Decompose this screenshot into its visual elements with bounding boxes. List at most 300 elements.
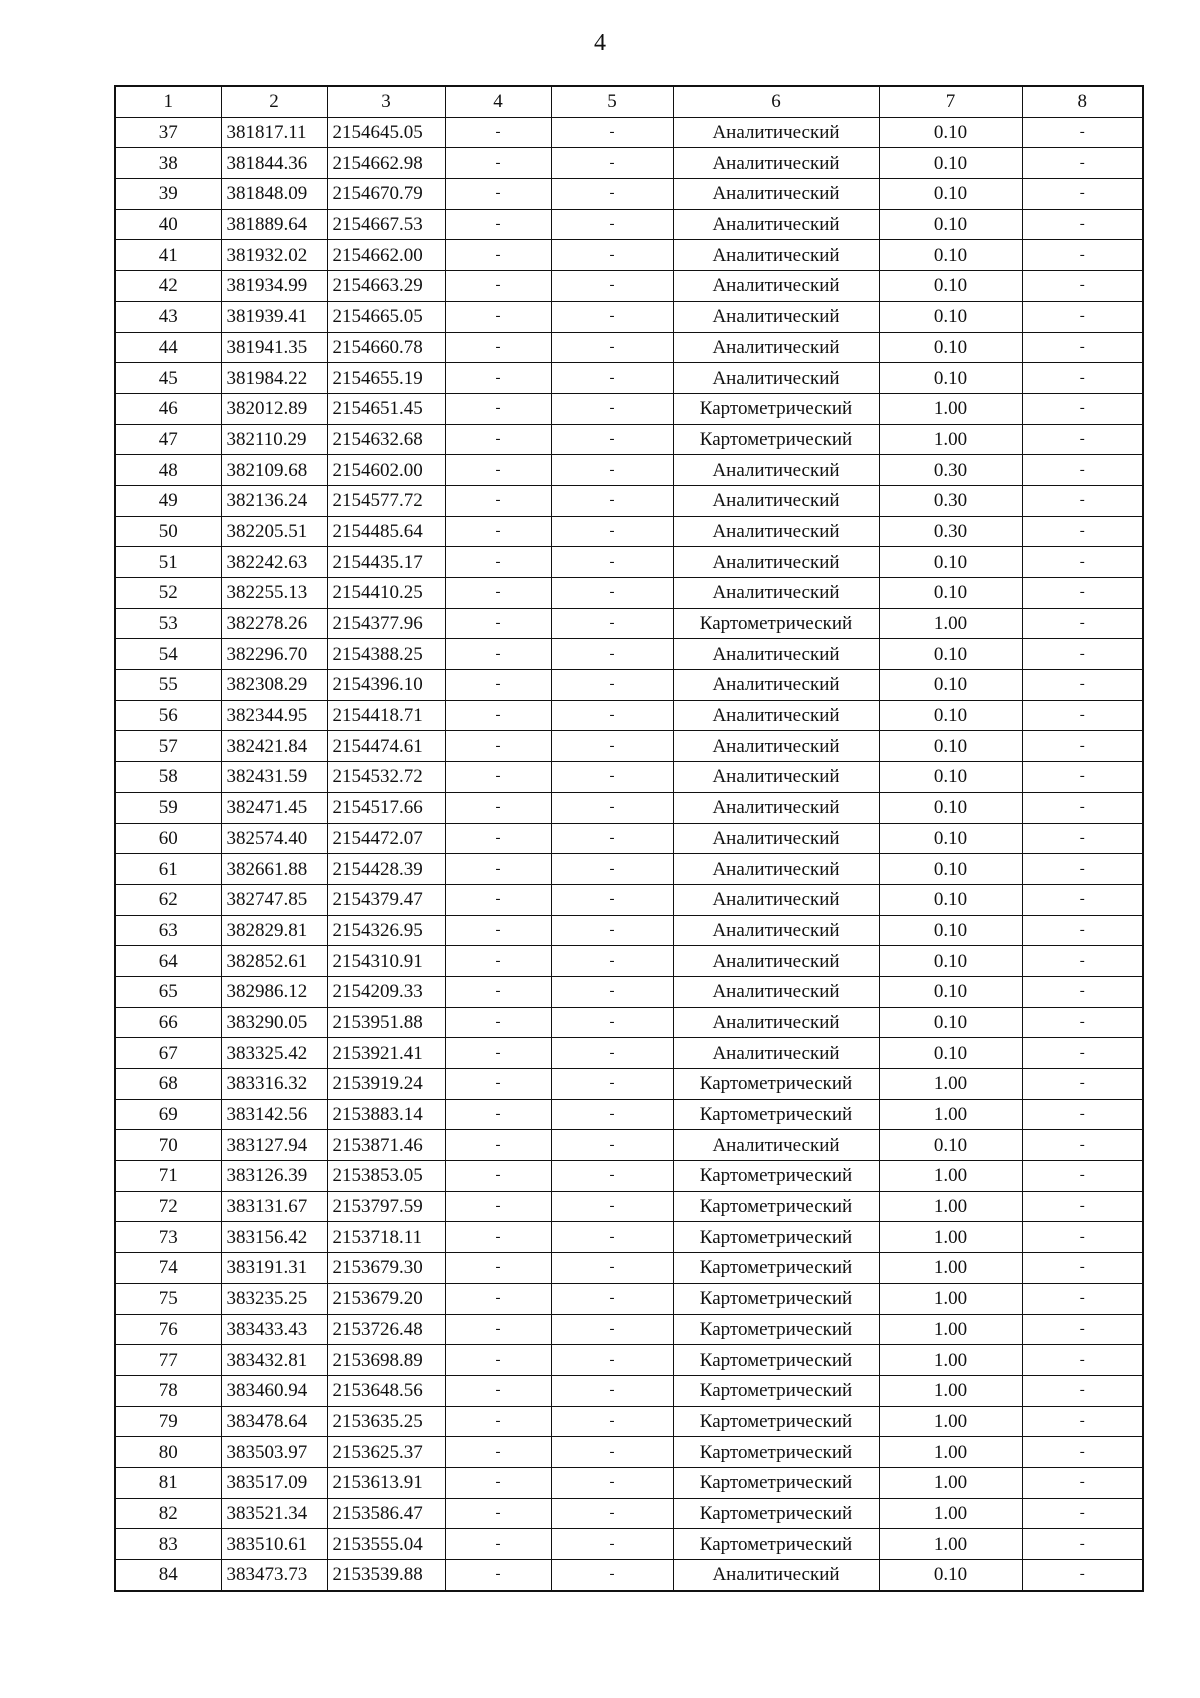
- column-4-cell: -: [445, 1345, 551, 1376]
- x-coordinate-cell: 381934.99: [221, 271, 327, 302]
- accuracy-cell: 0.10: [879, 946, 1022, 977]
- table-row: [115, 1437, 1143, 1468]
- accuracy-cell: 1.00: [879, 1314, 1022, 1345]
- accuracy-cell: 1.00: [879, 1253, 1022, 1284]
- column-4-cell: -: [445, 639, 551, 670]
- table-row: [115, 1345, 1143, 1376]
- table-row: [115, 301, 1143, 332]
- table-row: [115, 792, 1143, 823]
- point-number-cell: 79: [115, 1406, 221, 1437]
- column-5-cell: -: [551, 1191, 673, 1222]
- column-5-cell: -: [551, 915, 673, 946]
- accuracy-cell: 0.30: [879, 455, 1022, 486]
- x-coordinate-cell: 383191.31: [221, 1253, 327, 1284]
- accuracy-cell: 1.00: [879, 1191, 1022, 1222]
- accuracy-cell: 0.10: [879, 1560, 1022, 1591]
- point-number-cell: 75: [115, 1283, 221, 1314]
- method-cell: Картометрический: [673, 1283, 879, 1314]
- accuracy-cell: 0.10: [879, 854, 1022, 885]
- method-cell: Аналитический: [673, 301, 879, 332]
- point-number-cell: 55: [115, 670, 221, 701]
- column-8-cell: -: [1022, 639, 1143, 670]
- accuracy-cell: 1.00: [879, 1222, 1022, 1253]
- y-coordinate-cell: 2153539.88: [327, 1560, 445, 1591]
- method-cell: Аналитический: [673, 1038, 879, 1069]
- x-coordinate-cell: 383235.25: [221, 1283, 327, 1314]
- table-row: [115, 332, 1143, 363]
- table-body: [115, 117, 1143, 1591]
- y-coordinate-cell: 2154396.10: [327, 670, 445, 701]
- column-5-cell: -: [551, 1161, 673, 1192]
- x-coordinate-cell: 383473.73: [221, 1560, 327, 1591]
- table-row: [115, 946, 1143, 977]
- y-coordinate-cell: 2153586.47: [327, 1498, 445, 1529]
- y-coordinate-cell: 2154663.29: [327, 271, 445, 302]
- accuracy-cell: 1.00: [879, 1099, 1022, 1130]
- column-5-cell: -: [551, 332, 673, 363]
- x-coordinate-cell: 383325.42: [221, 1038, 327, 1069]
- column-8-cell: -: [1022, 946, 1143, 977]
- column-5-cell: -: [551, 1467, 673, 1498]
- column-header-8: 8: [1022, 86, 1143, 117]
- column-5-cell: -: [551, 884, 673, 915]
- column-5-cell: -: [551, 670, 673, 701]
- column-4-cell: -: [445, 1069, 551, 1100]
- column-5-cell: -: [551, 179, 673, 210]
- x-coordinate-cell: 381817.11: [221, 117, 327, 148]
- column-5-cell: -: [551, 1038, 673, 1069]
- column-8-cell: -: [1022, 823, 1143, 854]
- y-coordinate-cell: 2153797.59: [327, 1191, 445, 1222]
- accuracy-cell: 0.10: [879, 670, 1022, 701]
- column-8-cell: -: [1022, 854, 1143, 885]
- column-5-cell: -: [551, 363, 673, 394]
- method-cell: Аналитический: [673, 670, 879, 701]
- method-cell: Картометрический: [673, 1529, 879, 1560]
- column-8-cell: -: [1022, 1314, 1143, 1345]
- table-row: [115, 424, 1143, 455]
- column-8-cell: -: [1022, 363, 1143, 394]
- table-row: [115, 639, 1143, 670]
- column-8-cell: -: [1022, 915, 1143, 946]
- column-4-cell: -: [445, 240, 551, 271]
- x-coordinate-cell: 381932.02: [221, 240, 327, 271]
- y-coordinate-cell: 2154472.07: [327, 823, 445, 854]
- column-5-cell: -: [551, 485, 673, 516]
- x-coordinate-cell: 381939.41: [221, 301, 327, 332]
- column-8-cell: -: [1022, 1283, 1143, 1314]
- accuracy-cell: 0.10: [879, 148, 1022, 179]
- column-8-cell: -: [1022, 670, 1143, 701]
- table-row: [115, 1069, 1143, 1100]
- point-number-cell: 62: [115, 884, 221, 915]
- method-cell: Аналитический: [673, 547, 879, 578]
- point-number-cell: 81: [115, 1467, 221, 1498]
- method-cell: Картометрический: [673, 424, 879, 455]
- column-4-cell: -: [445, 1406, 551, 1437]
- column-5-cell: -: [551, 301, 673, 332]
- y-coordinate-cell: 2153679.20: [327, 1283, 445, 1314]
- column-4-cell: -: [445, 1253, 551, 1284]
- column-4-cell: -: [445, 148, 551, 179]
- y-coordinate-cell: 2154435.17: [327, 547, 445, 578]
- point-number-cell: 76: [115, 1314, 221, 1345]
- table-row: [115, 179, 1143, 210]
- column-header-7: 7: [879, 86, 1022, 117]
- column-header-4: 4: [445, 86, 551, 117]
- column-8-cell: -: [1022, 301, 1143, 332]
- column-8-cell: -: [1022, 1038, 1143, 1069]
- table-header-row: [115, 86, 1143, 117]
- y-coordinate-cell: 2154485.64: [327, 516, 445, 547]
- x-coordinate-cell: 382136.24: [221, 485, 327, 516]
- x-coordinate-cell: 383460.94: [221, 1375, 327, 1406]
- x-coordinate-cell: 383478.64: [221, 1406, 327, 1437]
- x-coordinate-cell: 382471.45: [221, 792, 327, 823]
- x-coordinate-cell: 382829.81: [221, 915, 327, 946]
- method-cell: Аналитический: [673, 332, 879, 363]
- accuracy-cell: 0.30: [879, 485, 1022, 516]
- point-number-cell: 54: [115, 639, 221, 670]
- x-coordinate-cell: 382421.84: [221, 731, 327, 762]
- point-number-cell: 68: [115, 1069, 221, 1100]
- accuracy-cell: 0.10: [879, 915, 1022, 946]
- y-coordinate-cell: 2154662.00: [327, 240, 445, 271]
- method-cell: Аналитический: [673, 854, 879, 885]
- method-cell: Аналитический: [673, 792, 879, 823]
- table-row: [115, 884, 1143, 915]
- method-cell: Аналитический: [673, 884, 879, 915]
- column-5-cell: -: [551, 1314, 673, 1345]
- accuracy-cell: 0.10: [879, 762, 1022, 793]
- column-5-cell: -: [551, 762, 673, 793]
- column-8-cell: -: [1022, 485, 1143, 516]
- column-4-cell: -: [445, 608, 551, 639]
- x-coordinate-cell: 382852.61: [221, 946, 327, 977]
- y-coordinate-cell: 2153555.04: [327, 1529, 445, 1560]
- table-row: [115, 1283, 1143, 1314]
- accuracy-cell: 0.10: [879, 1130, 1022, 1161]
- table-row: [115, 1253, 1143, 1284]
- accuracy-cell: 0.10: [879, 578, 1022, 609]
- column-8-cell: -: [1022, 271, 1143, 302]
- table-row: [115, 1038, 1143, 1069]
- column-4-cell: -: [445, 547, 551, 578]
- point-number-cell: 60: [115, 823, 221, 854]
- column-4-cell: -: [445, 332, 551, 363]
- point-number-cell: 67: [115, 1038, 221, 1069]
- x-coordinate-cell: 383433.43: [221, 1314, 327, 1345]
- method-cell: Картометрический: [673, 393, 879, 424]
- column-5-cell: -: [551, 639, 673, 670]
- accuracy-cell: 0.10: [879, 976, 1022, 1007]
- x-coordinate-cell: 382109.68: [221, 455, 327, 486]
- y-coordinate-cell: 2153625.37: [327, 1437, 445, 1468]
- point-number-cell: 78: [115, 1375, 221, 1406]
- column-4-cell: -: [445, 117, 551, 148]
- table-row: [115, 823, 1143, 854]
- accuracy-cell: 0.10: [879, 700, 1022, 731]
- method-cell: Картометрический: [673, 1375, 879, 1406]
- column-4-cell: -: [445, 976, 551, 1007]
- column-4-cell: -: [445, 854, 551, 885]
- column-4-cell: -: [445, 1099, 551, 1130]
- accuracy-cell: 1.00: [879, 1283, 1022, 1314]
- x-coordinate-cell: 382431.59: [221, 762, 327, 793]
- x-coordinate-cell: 381848.09: [221, 179, 327, 210]
- y-coordinate-cell: 2154377.96: [327, 608, 445, 639]
- method-cell: Аналитический: [673, 148, 879, 179]
- x-coordinate-cell: 382110.29: [221, 424, 327, 455]
- point-number-cell: 44: [115, 332, 221, 363]
- column-5-cell: -: [551, 209, 673, 240]
- x-coordinate-cell: 382344.95: [221, 700, 327, 731]
- column-8-cell: -: [1022, 1099, 1143, 1130]
- y-coordinate-cell: 2154662.98: [327, 148, 445, 179]
- point-number-cell: 61: [115, 854, 221, 885]
- x-coordinate-cell: 383127.94: [221, 1130, 327, 1161]
- table-row: [115, 271, 1143, 302]
- column-5-cell: -: [551, 1283, 673, 1314]
- point-number-cell: 51: [115, 547, 221, 578]
- accuracy-cell: 1.00: [879, 1498, 1022, 1529]
- accuracy-cell: 0.10: [879, 117, 1022, 148]
- column-8-cell: -: [1022, 209, 1143, 240]
- column-4-cell: -: [445, 1467, 551, 1498]
- table-row: [115, 393, 1143, 424]
- column-5-cell: -: [551, 1375, 673, 1406]
- column-4-cell: -: [445, 271, 551, 302]
- accuracy-cell: 0.10: [879, 179, 1022, 210]
- column-8-cell: -: [1022, 455, 1143, 486]
- column-8-cell: -: [1022, 547, 1143, 578]
- method-cell: Картометрический: [673, 608, 879, 639]
- point-number-cell: 46: [115, 393, 221, 424]
- column-4-cell: -: [445, 1437, 551, 1468]
- point-number-cell: 63: [115, 915, 221, 946]
- y-coordinate-cell: 2154379.47: [327, 884, 445, 915]
- column-8-cell: -: [1022, 148, 1143, 179]
- column-8-cell: -: [1022, 1007, 1143, 1038]
- accuracy-cell: 0.10: [879, 332, 1022, 363]
- column-8-cell: -: [1022, 516, 1143, 547]
- method-cell: Картометрический: [673, 1161, 879, 1192]
- table-row: [115, 240, 1143, 271]
- column-5-cell: -: [551, 117, 673, 148]
- table-row: [115, 1191, 1143, 1222]
- column-4-cell: -: [445, 1375, 551, 1406]
- table-row: [115, 1161, 1143, 1192]
- method-cell: Аналитический: [673, 1130, 879, 1161]
- table-row: [115, 363, 1143, 394]
- point-number-cell: 57: [115, 731, 221, 762]
- accuracy-cell: 1.00: [879, 608, 1022, 639]
- column-5-cell: -: [551, 700, 673, 731]
- table-row: [115, 1375, 1143, 1406]
- table-row: [115, 854, 1143, 885]
- y-coordinate-cell: 2154388.25: [327, 639, 445, 670]
- column-5-cell: -: [551, 240, 673, 271]
- point-number-cell: 43: [115, 301, 221, 332]
- column-4-cell: -: [445, 1038, 551, 1069]
- column-5-cell: -: [551, 1437, 673, 1468]
- x-coordinate-cell: 383156.42: [221, 1222, 327, 1253]
- method-cell: Аналитический: [673, 762, 879, 793]
- x-coordinate-cell: 382278.26: [221, 608, 327, 639]
- table-row: [115, 1406, 1143, 1437]
- x-coordinate-cell: 383432.81: [221, 1345, 327, 1376]
- y-coordinate-cell: 2153951.88: [327, 1007, 445, 1038]
- accuracy-cell: 0.10: [879, 363, 1022, 394]
- point-number-cell: 38: [115, 148, 221, 179]
- point-number-cell: 42: [115, 271, 221, 302]
- method-cell: Картометрический: [673, 1314, 879, 1345]
- y-coordinate-cell: 2153698.89: [327, 1345, 445, 1376]
- y-coordinate-cell: 2153921.41: [327, 1038, 445, 1069]
- column-5-cell: -: [551, 946, 673, 977]
- point-number-cell: 73: [115, 1222, 221, 1253]
- column-4-cell: -: [445, 179, 551, 210]
- column-header-6: 6: [673, 86, 879, 117]
- column-4-cell: -: [445, 485, 551, 516]
- point-number-cell: 80: [115, 1437, 221, 1468]
- method-cell: Аналитический: [673, 455, 879, 486]
- column-5-cell: -: [551, 271, 673, 302]
- y-coordinate-cell: 2154651.45: [327, 393, 445, 424]
- column-5-cell: -: [551, 1130, 673, 1161]
- column-5-cell: -: [551, 516, 673, 547]
- accuracy-cell: 0.10: [879, 639, 1022, 670]
- table-row: [115, 1222, 1143, 1253]
- column-5-cell: -: [551, 1529, 673, 1560]
- point-number-cell: 39: [115, 179, 221, 210]
- method-cell: Аналитический: [673, 516, 879, 547]
- x-coordinate-cell: 381844.36: [221, 148, 327, 179]
- accuracy-cell: 0.10: [879, 1038, 1022, 1069]
- point-number-cell: 52: [115, 578, 221, 609]
- column-5-cell: -: [551, 455, 673, 486]
- column-4-cell: -: [445, 823, 551, 854]
- point-number-cell: 69: [115, 1099, 221, 1130]
- point-number-cell: 83: [115, 1529, 221, 1560]
- table-row: [115, 117, 1143, 148]
- column-4-cell: -: [445, 578, 551, 609]
- method-cell: Картометрический: [673, 1437, 879, 1468]
- column-5-cell: -: [551, 424, 673, 455]
- table-row: [115, 976, 1143, 1007]
- x-coordinate-cell: 382296.70: [221, 639, 327, 670]
- method-cell: Аналитический: [673, 915, 879, 946]
- column-5-cell: -: [551, 1406, 673, 1437]
- method-cell: Картометрический: [673, 1222, 879, 1253]
- column-8-cell: -: [1022, 762, 1143, 793]
- column-5-cell: -: [551, 976, 673, 1007]
- column-5-cell: -: [551, 1099, 673, 1130]
- y-coordinate-cell: 2154532.72: [327, 762, 445, 793]
- y-coordinate-cell: 2154655.19: [327, 363, 445, 394]
- column-4-cell: -: [445, 424, 551, 455]
- y-coordinate-cell: 2153718.11: [327, 1222, 445, 1253]
- method-cell: Аналитический: [673, 1007, 879, 1038]
- x-coordinate-cell: 381984.22: [221, 363, 327, 394]
- accuracy-cell: 1.00: [879, 424, 1022, 455]
- y-coordinate-cell: 2153635.25: [327, 1406, 445, 1437]
- accuracy-cell: 1.00: [879, 393, 1022, 424]
- y-coordinate-cell: 2154310.91: [327, 946, 445, 977]
- point-number-cell: 56: [115, 700, 221, 731]
- accuracy-cell: 0.10: [879, 301, 1022, 332]
- column-8-cell: -: [1022, 1406, 1143, 1437]
- table-row: [115, 578, 1143, 609]
- column-8-cell: -: [1022, 1375, 1143, 1406]
- y-coordinate-cell: 2154410.25: [327, 578, 445, 609]
- table-row: [115, 1467, 1143, 1498]
- table-row: [115, 1560, 1143, 1591]
- column-4-cell: -: [445, 1161, 551, 1192]
- y-coordinate-cell: 2154209.33: [327, 976, 445, 1007]
- column-8-cell: -: [1022, 424, 1143, 455]
- column-4-cell: -: [445, 1191, 551, 1222]
- column-4-cell: -: [445, 1222, 551, 1253]
- x-coordinate-cell: 383290.05: [221, 1007, 327, 1038]
- method-cell: Картометрический: [673, 1406, 879, 1437]
- method-cell: Аналитический: [673, 485, 879, 516]
- method-cell: Картометрический: [673, 1099, 879, 1130]
- accuracy-cell: 0.10: [879, 547, 1022, 578]
- y-coordinate-cell: 2153871.46: [327, 1130, 445, 1161]
- column-5-cell: -: [551, 578, 673, 609]
- y-coordinate-cell: 2153919.24: [327, 1069, 445, 1100]
- column-8-cell: -: [1022, 700, 1143, 731]
- table-row: [115, 148, 1143, 179]
- column-5-cell: -: [551, 1345, 673, 1376]
- column-8-cell: -: [1022, 1130, 1143, 1161]
- table-row: [115, 670, 1143, 701]
- table-row: [115, 516, 1143, 547]
- point-number-cell: 53: [115, 608, 221, 639]
- x-coordinate-cell: 381889.64: [221, 209, 327, 240]
- method-cell: Аналитический: [673, 578, 879, 609]
- column-4-cell: -: [445, 670, 551, 701]
- column-5-cell: -: [551, 854, 673, 885]
- y-coordinate-cell: 2154667.53: [327, 209, 445, 240]
- point-number-cell: 84: [115, 1560, 221, 1591]
- accuracy-cell: 0.30: [879, 516, 1022, 547]
- column-4-cell: -: [445, 455, 551, 486]
- column-8-cell: -: [1022, 731, 1143, 762]
- table-row: [115, 1498, 1143, 1529]
- point-number-cell: 45: [115, 363, 221, 394]
- point-number-cell: 37: [115, 117, 221, 148]
- column-8-cell: -: [1022, 1222, 1143, 1253]
- method-cell: Аналитический: [673, 823, 879, 854]
- column-4-cell: -: [445, 363, 551, 394]
- point-number-cell: 66: [115, 1007, 221, 1038]
- accuracy-cell: 1.00: [879, 1375, 1022, 1406]
- method-cell: Аналитический: [673, 117, 879, 148]
- column-8-cell: -: [1022, 1560, 1143, 1591]
- coordinates-table: [114, 85, 1144, 1592]
- x-coordinate-cell: 382012.89: [221, 393, 327, 424]
- table-row: [115, 608, 1143, 639]
- y-coordinate-cell: 2154517.66: [327, 792, 445, 823]
- column-8-cell: -: [1022, 1437, 1143, 1468]
- table-row: [115, 700, 1143, 731]
- column-8-cell: -: [1022, 1529, 1143, 1560]
- column-header-3: 3: [327, 86, 445, 117]
- x-coordinate-cell: 383521.34: [221, 1498, 327, 1529]
- point-number-cell: 58: [115, 762, 221, 793]
